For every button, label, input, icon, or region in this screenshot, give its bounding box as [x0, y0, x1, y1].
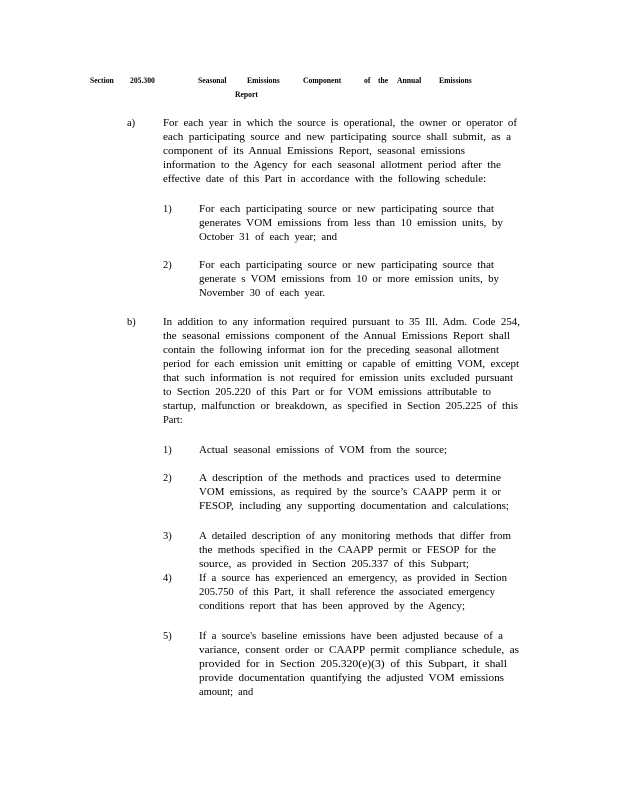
body-line: period for each emission unit emitting or capable of emitting VOM, except: [163, 359, 519, 370]
item-marker: 5): [163, 631, 172, 642]
title-word: the: [378, 75, 389, 85]
item-line: October 31 of each year; and: [199, 232, 337, 243]
item-line: FESOP, including any supporting documentation and calculations;: [199, 501, 509, 512]
item-marker: 2): [163, 260, 172, 271]
title-word: Emissions: [247, 75, 280, 85]
body-line: Part:: [163, 415, 183, 426]
item-line: November 30 of each year.: [199, 288, 325, 299]
title-word: of: [364, 75, 371, 85]
item-line: variance, consent order or CAAPP permit compliance schedule, as: [199, 645, 519, 656]
body-line: information to the Agency for each seasonal allotment period after the: [163, 160, 501, 171]
item-marker: 2): [163, 473, 172, 484]
item-line: VOM emissions, as required by the source’s CAAPP perm it or: [199, 487, 501, 498]
item-marker: 1): [163, 204, 172, 215]
item-line: For each participating source or new participating source that: [199, 204, 494, 215]
item-line: 205.750 of this Part, it shall reference the associated emergency: [199, 587, 495, 598]
item-marker: 1): [163, 445, 172, 456]
section-label: Section: [90, 75, 114, 85]
paragraph-marker: b): [127, 317, 136, 328]
item-line: A detailed description of any monitoring methods that differ from: [199, 531, 511, 542]
paragraph-marker: a): [127, 118, 136, 129]
item-line: provided for in Section 205.320(e)(3) of this Subpart, it shall: [199, 659, 507, 670]
title-word: Annual: [397, 75, 422, 85]
item-line: A description of the methods and practices used to determine: [199, 473, 501, 484]
body-line: that such information is not required for emission units excluded pursuant: [163, 373, 513, 384]
item-line: If a source's baseline emissions have been adjusted because of a: [199, 631, 503, 642]
body-line: to Section 205.220 of this Part or for VOM emissions attributable to: [163, 387, 491, 398]
item-line: amount; and: [199, 687, 254, 698]
title-word: Seasonal: [198, 75, 227, 85]
item-line: If a source has experienced an emergency, as provided in Section: [199, 573, 507, 584]
item-marker: 3): [163, 531, 172, 542]
body-line: For each year in which the source is operational, the owner or operator of: [163, 118, 517, 129]
section-number: 205.300: [130, 75, 155, 85]
item-line: the methods specified in the CAAPP permit or FESOP for the: [199, 545, 496, 556]
item-line: conditions report that has been approved by the Agency;: [199, 601, 465, 612]
body-line: each participating source and new participating source shall submit, as a: [163, 132, 511, 143]
body-line: contain the following informat ion for the preceding seasonal allotment: [163, 345, 499, 356]
body-line: component of its Annual Emissions Report, seasonal emissions: [163, 146, 465, 157]
title-word: Component: [303, 75, 342, 85]
body-line: the seasonal emissions component of the Annual Emissions Report shall: [163, 331, 510, 342]
body-line: effective date of this Part in accordance with the following schedule:: [163, 174, 486, 185]
item-line: For each participating source or new participating source that: [199, 260, 494, 271]
item-line: source, as provided in Section 205.337 of this Subpart;: [199, 559, 469, 570]
item-marker: 4): [163, 573, 172, 584]
item-line: Actual seasonal emissions of VOM from the source;: [199, 445, 447, 456]
item-line: generate s VOM emissions from 10 or more emission units, by: [199, 274, 499, 285]
item-line: generates VOM emissions from less than 10 emission units, by: [199, 218, 503, 229]
body-line: startup, malfunction or breakdown, as specified in Section 205.225 of this: [163, 401, 518, 412]
item-line: provide documentation quantifying the adjusted VOM emissions: [199, 673, 504, 684]
title-word: Emissions: [439, 75, 472, 85]
title-continuation: Report: [235, 89, 258, 99]
body-line: In addition to any information required pursuant to 35 Ill. Adm. Code 254,: [163, 317, 520, 328]
